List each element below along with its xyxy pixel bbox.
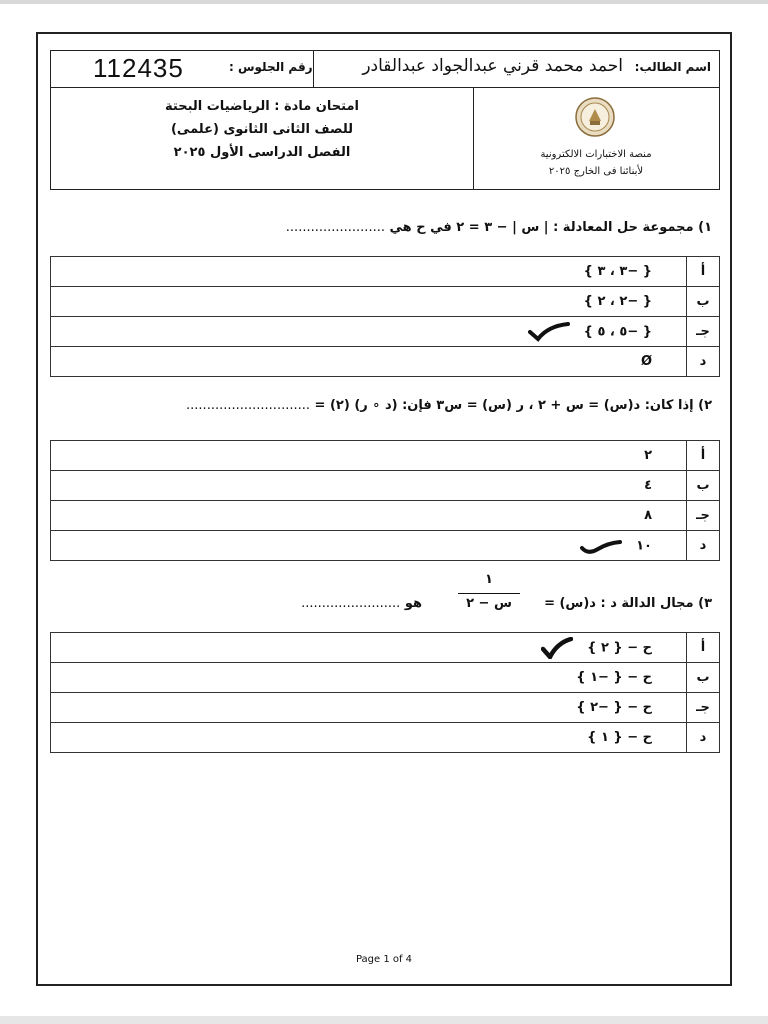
question-text: ٢) إذا كان: د(س) = س + ٢ ، ر (س) = س٣ فإن: (د ∘ ر) (٢) = <box>314 398 712 413</box>
option-letter: جـ <box>687 693 720 723</box>
option-value: Ø <box>51 347 687 377</box>
option-row[interactable] <box>51 693 720 723</box>
bottom-edge <box>0 1016 768 1024</box>
option-row[interactable] <box>51 347 720 377</box>
platform-name: منصة الاختبارات الالكترونية <box>540 149 652 160</box>
checkmark-icon <box>528 322 570 342</box>
fraction <box>458 572 520 611</box>
option-letter: د <box>687 723 720 753</box>
option-letter: ب <box>687 287 720 317</box>
platform-tagline: لأبنائنا فى الخارج ٢٠٢٥ <box>548 166 644 177</box>
option-value: ح − { ٢ } <box>51 633 687 663</box>
exam-title-block <box>51 95 473 164</box>
option-value: { −٣ ، ٣ } <box>51 257 687 287</box>
option-value: { −٥ ، ٥ } <box>51 317 687 347</box>
option-row[interactable] <box>51 441 720 471</box>
option-value: ح − { −٢ } <box>51 693 687 723</box>
question-3 <box>544 596 712 611</box>
option-row[interactable] <box>51 531 720 561</box>
option-value: ح − { −١ } <box>51 663 687 693</box>
answer-blank: ........................ <box>285 220 385 235</box>
option-letter: د <box>687 347 720 377</box>
option-letter: جـ <box>687 501 720 531</box>
option-letter: د <box>687 531 720 561</box>
option-row[interactable] <box>51 663 720 693</box>
question-1 <box>286 220 712 235</box>
option-row[interactable] <box>51 471 720 501</box>
option-letter: ب <box>687 663 720 693</box>
question-3-options <box>50 632 720 753</box>
option-value: ٢ <box>51 441 687 471</box>
checkmark-icon <box>580 536 622 556</box>
ministry-seal-icon <box>575 97 615 137</box>
seat-number: 112435 <box>93 53 184 83</box>
option-row[interactable] <box>51 317 720 347</box>
option-value: ٤ <box>51 471 687 501</box>
exam-subject: امتحان مادة : الرياضيات البحتة <box>165 99 359 114</box>
fraction-bar <box>458 593 520 594</box>
question-text-after: هو <box>404 596 422 611</box>
question-text: ٣) مجال الدالة د : د(س) = <box>544 596 712 611</box>
option-row[interactable] <box>51 633 720 663</box>
top-edge <box>0 0 768 4</box>
numerator: ١ <box>485 572 493 587</box>
question-1-options <box>50 256 720 377</box>
exam-header <box>50 50 720 190</box>
option-letter: أ <box>687 257 720 287</box>
option-letter: ب <box>687 471 720 501</box>
checkmark-icon <box>541 637 573 659</box>
exam-grade: للصف الثانى الثانوى (علمى) <box>170 122 354 137</box>
question-2 <box>186 398 712 413</box>
page-number: Page 1 of 4 <box>355 954 413 965</box>
seat-number-label: رقم الجلوس : <box>229 60 313 74</box>
option-value: { −٢ ، ٢ } <box>51 287 687 317</box>
option-value: ١٠ <box>51 531 687 561</box>
option-row[interactable] <box>51 501 720 531</box>
option-letter: أ <box>687 633 720 663</box>
student-name: احمد محمد قرني عبدالجواد عبدالقادر <box>362 56 623 76</box>
option-row[interactable] <box>51 287 720 317</box>
answer-blank: ........................ <box>301 596 401 611</box>
exam-page <box>36 32 732 986</box>
question-3-tail <box>301 596 422 611</box>
platform-block <box>473 87 719 189</box>
option-letter: أ <box>687 441 720 471</box>
answer-blank: .............................. <box>186 398 311 413</box>
option-letter: جـ <box>687 317 720 347</box>
question-2-options <box>50 440 720 561</box>
question-text: ١) مجموعة حل المعادلة : | س | − ٣ = ٢ في ح هي <box>389 220 712 235</box>
option-row[interactable] <box>51 257 720 287</box>
option-value: ٨ <box>51 501 687 531</box>
student-name-label: اسم الطالب: <box>634 60 711 74</box>
option-value: ح − { ١ } <box>51 723 687 753</box>
divider <box>313 51 314 87</box>
exam-term: الفصل الدراسى الأول ٢٠٢٥ <box>173 145 351 160</box>
option-row[interactable] <box>51 723 720 753</box>
denominator: س − ٢ <box>466 596 512 611</box>
